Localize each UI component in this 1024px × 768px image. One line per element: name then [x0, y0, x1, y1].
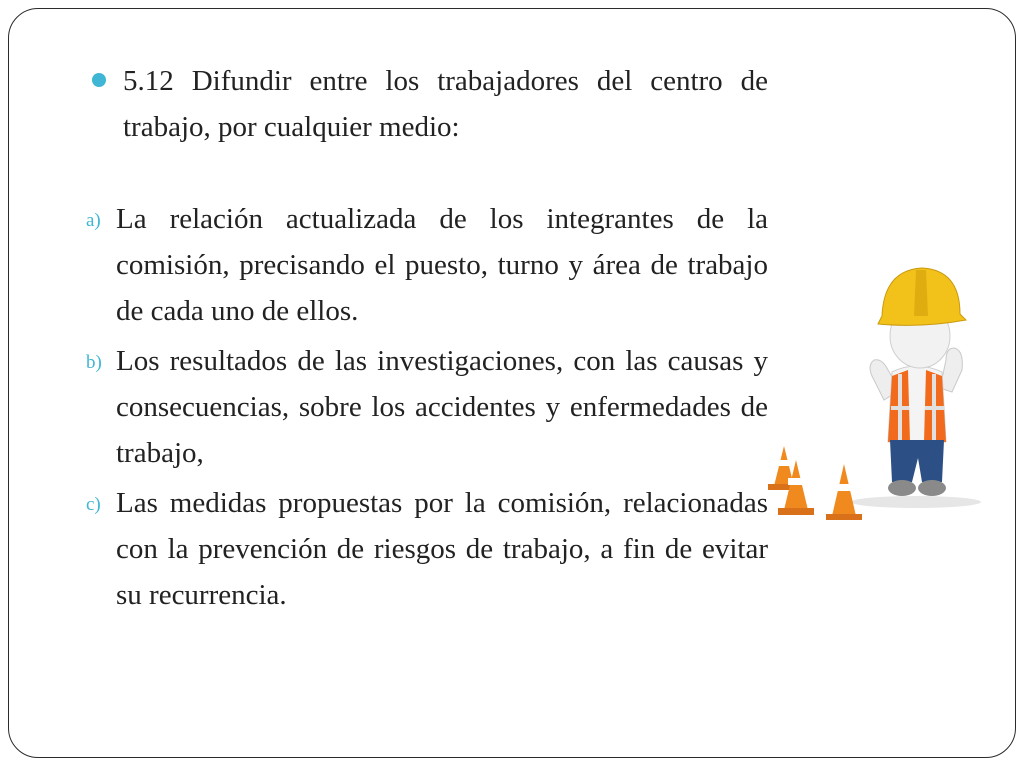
safety-worker-illustration: [756, 220, 988, 520]
list-marker: b): [86, 352, 102, 373]
intro-text: 5.12 Difundir entre los trabajadores del centro de trabajo, por cualquier medio:: [123, 65, 768, 143]
construction-worker-icon: [870, 268, 966, 496]
list-item-text: La relación actualizada de los integrantes de la comisión, precisando el puesto, turno y área de trabajo de cada uno de ellos.: [116, 203, 768, 327]
list-marker: c): [86, 494, 101, 515]
intro-bullet: [86, 58, 768, 150]
list-item-c: [86, 480, 768, 618]
list-item-text: Los resultados de las investigaciones, con las causas y consecuencias, sobre los accidentes y enfermedades de trabajo,: [116, 345, 768, 469]
item-list: [86, 196, 768, 618]
bullet-dot-icon: [92, 73, 106, 87]
traffic-cone-icon: [826, 464, 862, 520]
list-item-b: [86, 338, 768, 476]
list-item-a: [86, 196, 768, 334]
list-item-text: Las medidas propuestas por la comisión, relacionadas con la prevención de riesgos de trabajo, a fin de evitar su recurrencia.: [116, 487, 768, 611]
shadow-icon: [851, 496, 981, 508]
list-marker: a): [86, 210, 101, 231]
slide-content: [86, 58, 768, 622]
